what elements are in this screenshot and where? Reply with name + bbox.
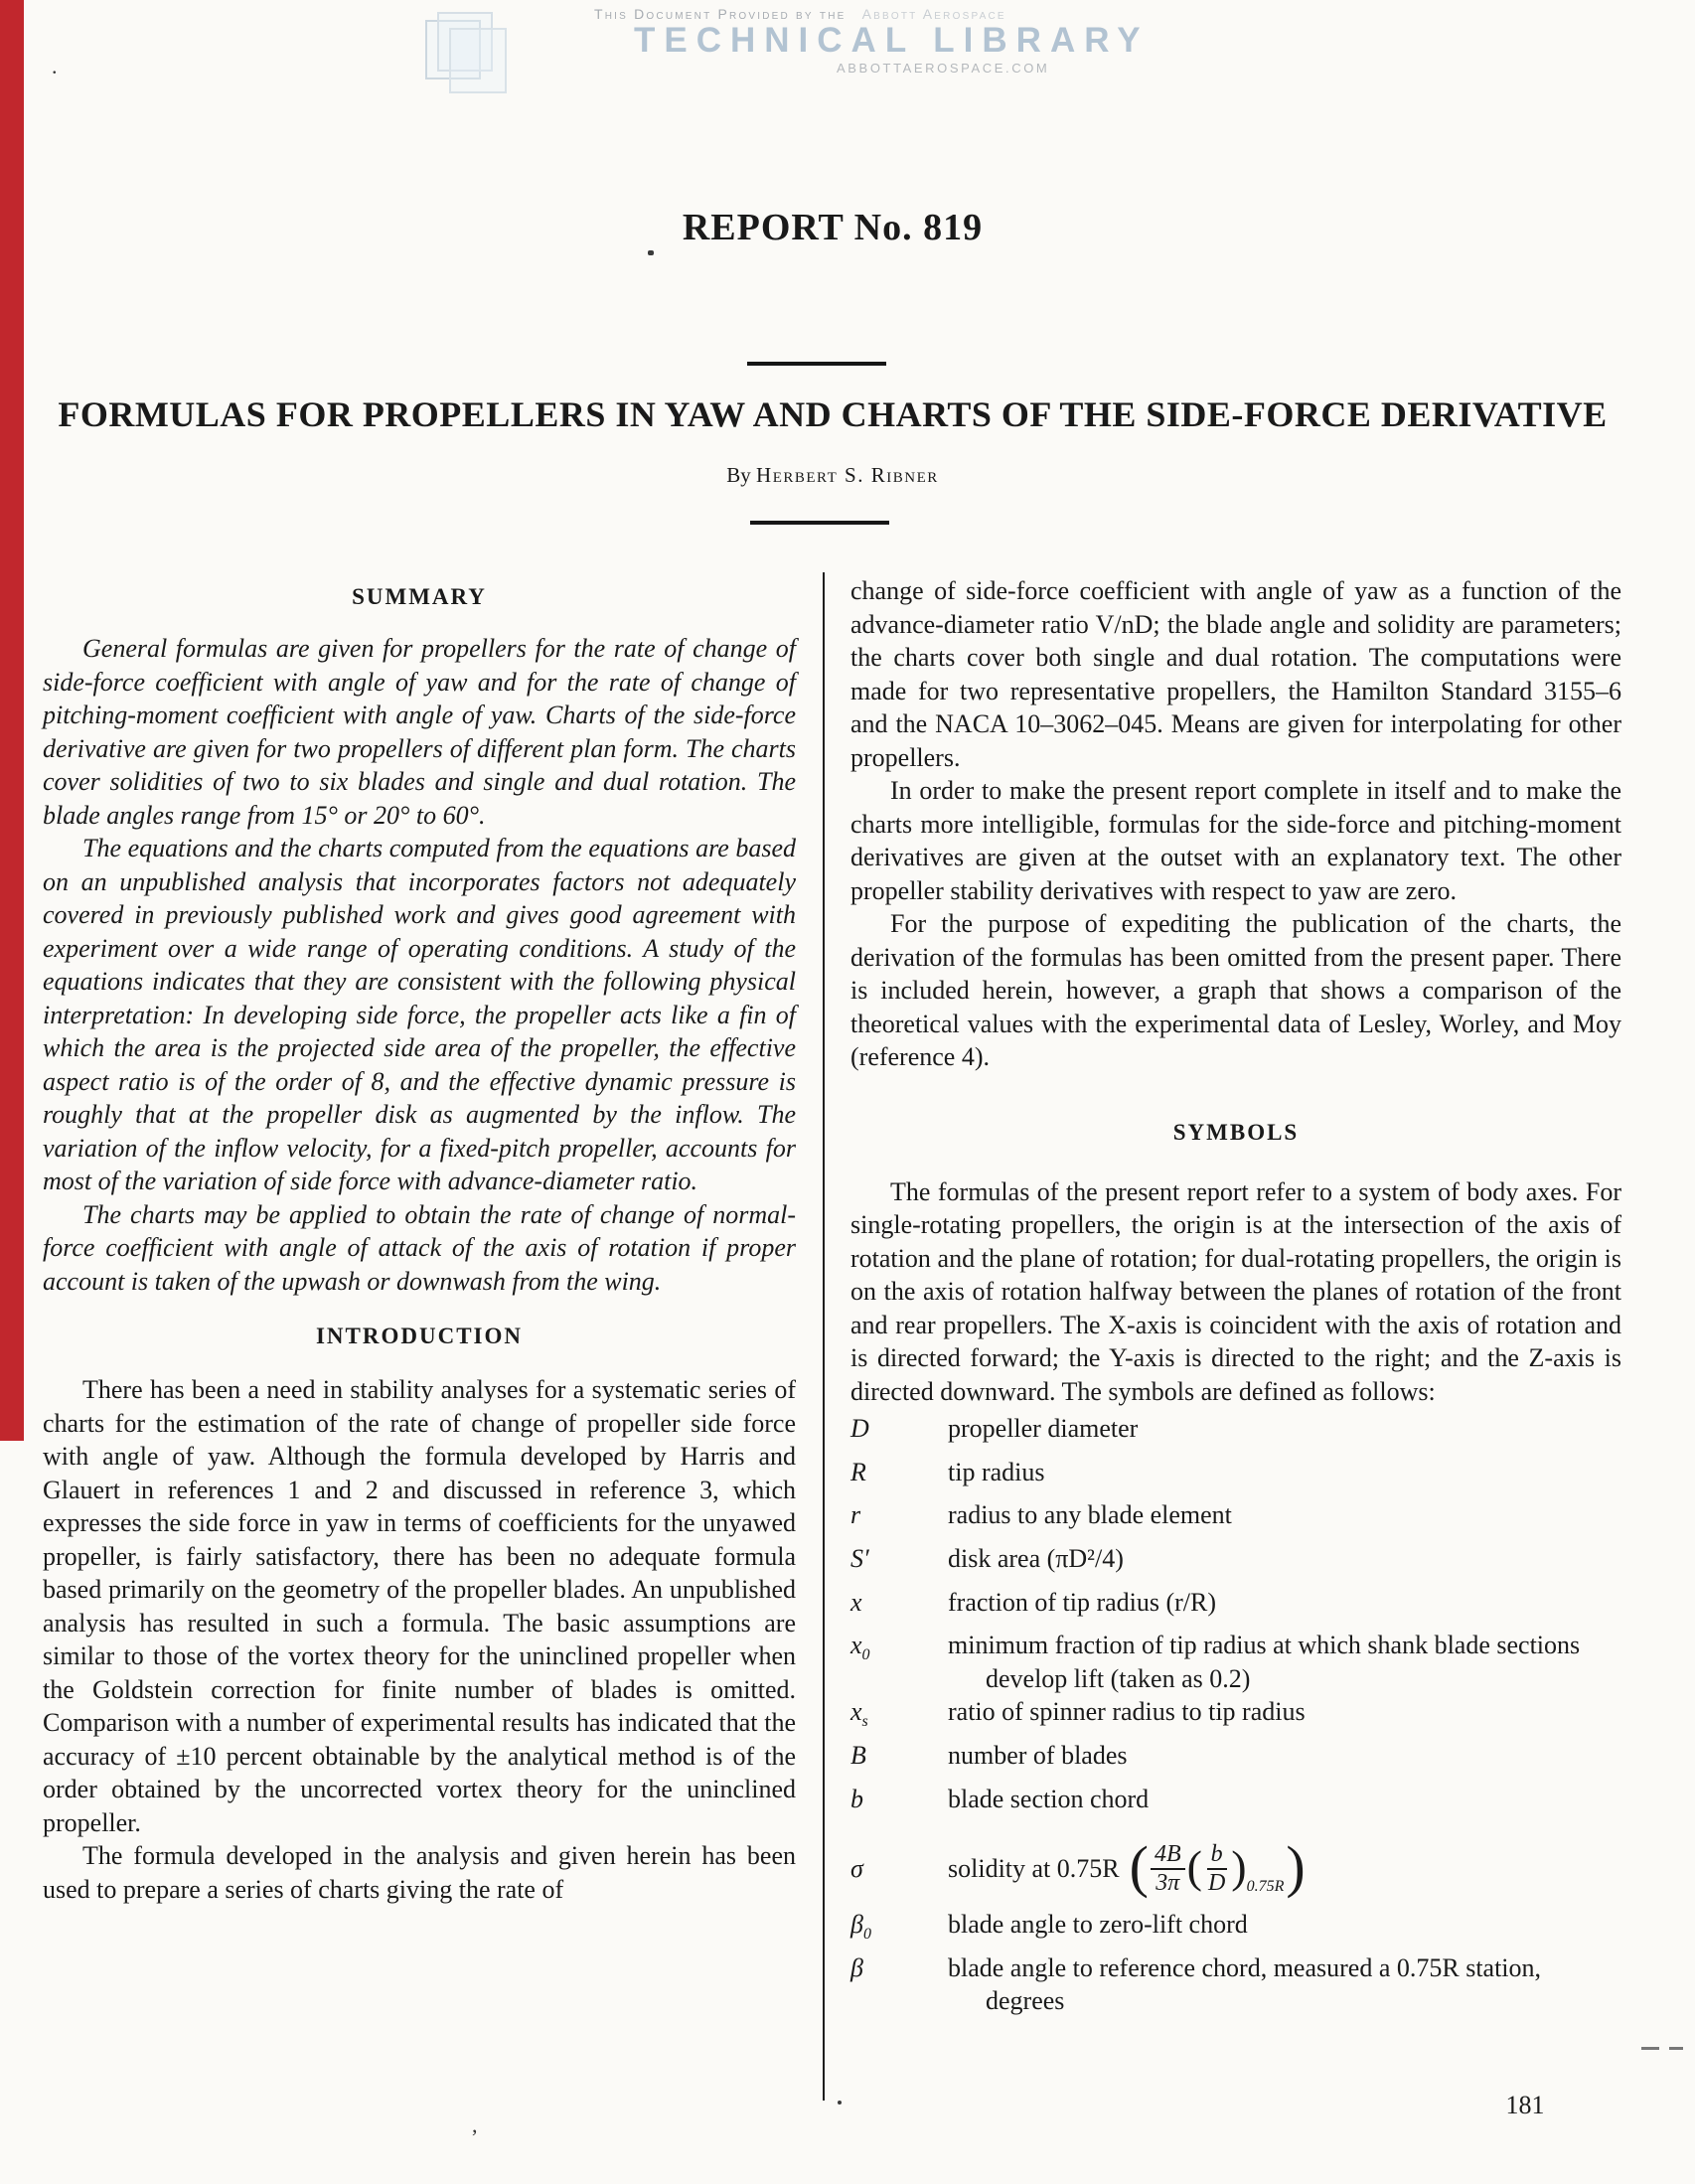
- symbols-heading: SYMBOLS: [1172, 1119, 1300, 1145]
- symbol-row: [850, 1739, 1621, 1783]
- body-paragraph: For the purpose of expediting the publication of the charts, the derivation of the formulas has been omitted from the present paper. There is included herein, however, a graph that shows a comparison of the theoretical values with the experimental data of Lesley, Worley, and Moy (reference 4).: [850, 909, 1621, 1071]
- scan-speck: [648, 250, 654, 255]
- watermark-brand-text: Abbott Aerospace: [861, 6, 1006, 22]
- symbol-definition: minimum fraction of tip radius at which shank blade sections develop lift (taken as 0.2): [948, 1631, 1581, 1693]
- symbol-row-solidity: [850, 1834, 1621, 1900]
- symbol-definition: blade angle to zero-lift chord: [948, 1909, 1248, 1939]
- symbol-row: [850, 1695, 1621, 1739]
- scan-speck: [1641, 2047, 1659, 2050]
- symbols-list: [850, 1412, 1621, 2018]
- symbol-row: [850, 1412, 1621, 1456]
- page-number: 181: [1505, 2091, 1545, 2119]
- symbols-intro-paragraph: The formulas of the present report refer to a system of body axes. For single-rotating propellers, the origin is at the intersection of the axis of rotation and the plane of rotation; for dual-rotating propellers, the origin is on the axis of rotation halfway between the planes of rotation of the front and rear propellers. The X-axis is coincident with the axis of rotation and is directed forward; the Y-axis is directed to the right; and the Z-axis is directed downward. The symbols are defined as follows:: [850, 1176, 1621, 1406]
- formula-subscript: 0.75R: [1246, 1878, 1285, 1896]
- stacked-pages-icon: [425, 10, 521, 89]
- body-paragraph: change of side-force coefficient with angle of yaw as a function of the advance-diameter ratio V/nD; the blade angle and solidity are parameters; the charts cover both single and dual rotation. The computations were made for two representative propellers, the Hamilton Standard 3155–6 and the NACA 10–3062–045. Means are given for interpolating for other propellers.: [850, 576, 1621, 772]
- divider-rule: [747, 362, 886, 366]
- formula-close-paren: ): [1231, 1841, 1247, 1893]
- watermark-provider-text: This Document Provided by the: [594, 6, 847, 22]
- left-edge-red-mark: [0, 0, 24, 1441]
- summary-paragraph: The equations and the charts computed from the equations are based on an unpublished analysis that incorporates factors not adequately covered in previously published work and gives good agreement with experiment over a wide range of operating conditions. A study of the equations indicates that they are consistent with the following physical interpretation: In developing side force, the propeller acts like a fin of which the area is the projected side area of the propeller, the effective aspect ratio is of the order of 8, and the effective dynamic pressure is roughly that at the propeller disk as augmented by the inflow. The variation of the inflow velocity, for a fixed-pitch propeller, accounts for most of the variation of side force with advance-diameter ratio.: [43, 834, 796, 1195]
- watermark-provider-line: [594, 6, 1006, 22]
- symbol-row: [850, 1498, 1621, 1542]
- formula-open-paren: (: [1186, 1841, 1202, 1893]
- byline: [43, 463, 1622, 488]
- symbol: $\beta_0$: [850, 1909, 871, 1944]
- symbol-definition: blade section chord: [948, 1784, 1150, 1813]
- symbol-definition: number of blades: [948, 1741, 1128, 1771]
- scan-speck: ,: [472, 2112, 478, 2137]
- summary-paragraph: General formulas are given for propellers for the rate of change of side-force coefficient with angle of yaw and for the rate of change of pitching-moment coefficient with angle of yaw. Charts of the side-force derivative are given for two propellers of different plan form. The charts cover solidities of two to six blades and single and dual rotation. The blade angles range from 15° or 20° to 60°.: [43, 634, 796, 830]
- page-title: FORMULAS FOR PROPELLERS IN YAW AND CHARTS OF THE SIDE-FORCE DERIVATIVE: [58, 394, 1608, 434]
- abbott-aerospace-watermark: [417, 2, 1150, 93]
- scan-speck: .: [52, 54, 58, 78]
- symbol-row: [850, 1586, 1621, 1630]
- watermark-url: ABBOTTAEROSPACE.COM: [837, 61, 1050, 76]
- formula-open-paren: (: [1129, 1834, 1149, 1900]
- solidity-definition-text: solidity at 0.75R: [948, 1853, 1120, 1883]
- symbol-row: [850, 1629, 1621, 1695]
- formula-close-paren: ): [1286, 1834, 1306, 1900]
- symbol-row: [850, 1951, 1621, 2018]
- symbol: R: [850, 1457, 866, 1486]
- symbol: S′: [850, 1544, 869, 1574]
- symbol-definition: disk area (πD²/4): [948, 1544, 1124, 1574]
- symbol: x: [850, 1587, 862, 1617]
- byline-prefix: By: [726, 463, 751, 487]
- symbol: $x_s$: [850, 1697, 868, 1731]
- formula-fraction: $\frac{b}{D}$: [1207, 1840, 1226, 1896]
- symbol: B: [850, 1741, 866, 1771]
- symbol-definition: fraction of tip radius (r/R): [948, 1587, 1217, 1617]
- technical-library-wordmark: TECHNICAL LIBRARY: [634, 21, 1150, 60]
- author-name: Herbert S. Ribner: [756, 463, 939, 487]
- symbol: σ: [850, 1853, 863, 1883]
- summary-heading: SUMMARY: [352, 584, 487, 609]
- symbol-definition: [948, 1834, 1621, 1900]
- symbol-row: [850, 1456, 1621, 1499]
- symbol-row: [850, 1908, 1621, 1951]
- introduction-paragraph: The formula developed in the analysis and given herein has been used to prepare a series of charts giving the rate of: [43, 1841, 796, 1904]
- left-column: [43, 582, 796, 1906]
- right-column: [850, 574, 1621, 2018]
- introduction-heading: INTRODUCTION: [315, 1324, 524, 1348]
- report-number: REPORT No. 819: [682, 207, 984, 248]
- column-divider-rule: [823, 572, 825, 2101]
- symbol: β: [850, 1952, 863, 1982]
- summary-paragraph: The charts may be applied to obtain the rate of change of normal-force coefficient with angle of attack of the axis of rotation if proper account is taken of the upwash or downwash from the wing.: [43, 1199, 796, 1296]
- symbol: D: [850, 1414, 869, 1443]
- symbol-definition: radius to any blade element: [948, 1500, 1232, 1530]
- divider-rule: [750, 521, 889, 525]
- symbol-row: [850, 1542, 1621, 1586]
- symbol: $x_0$: [850, 1631, 870, 1664]
- symbol: b: [850, 1784, 863, 1813]
- symbol-row: [850, 1783, 1621, 1826]
- symbol-definition: tip radius: [948, 1457, 1045, 1486]
- body-paragraph: In order to make the present report complete in itself and to make the charts more intelligible, formulas for the side-force and pitching-moment derivatives are given at the outset with an explanatory text. The other propeller stability derivatives with respect to yaw are zero.: [850, 776, 1621, 905]
- symbol-definition: blade angle to reference chord, measured a 0.75R station, degrees: [948, 1952, 1542, 2016]
- introduction-paragraph: There has been a need in stability analyses for a systematic series of charts for the estimation of the rate of change of propeller side force with angle of yaw. Although the formula developed by Harris and Glauert in references 1 and 2 and discussed in reference 3, which expresses the side force in yaw in terms of coefficients for the unyawed propeller, is fairly satisfactory, there has been no adequate formula based primarily on the geometry of the propeller blades. An unpublished analysis has resulted in such a formula. The basic assumptions are similar to those of the vortex theory for the uninclined propeller when the Goldstein correction for finite number of blades is omitted. Comparison with a number of experimental results has indicated that the accuracy of ±10 percent obtainable by the analytical method is of the order obtained by the uncorrected vortex theory for the uninclined propeller.: [43, 1375, 796, 1837]
- scan-speck: [838, 2101, 842, 2105]
- formula-fraction: $\frac{4B}{3\pi}$: [1151, 1842, 1185, 1896]
- symbol-definition: ratio of spinner radius to tip radius: [948, 1697, 1306, 1727]
- symbol: r: [850, 1500, 861, 1530]
- symbol-definition: propeller diameter: [948, 1414, 1139, 1443]
- scan-speck: [1669, 2047, 1683, 2050]
